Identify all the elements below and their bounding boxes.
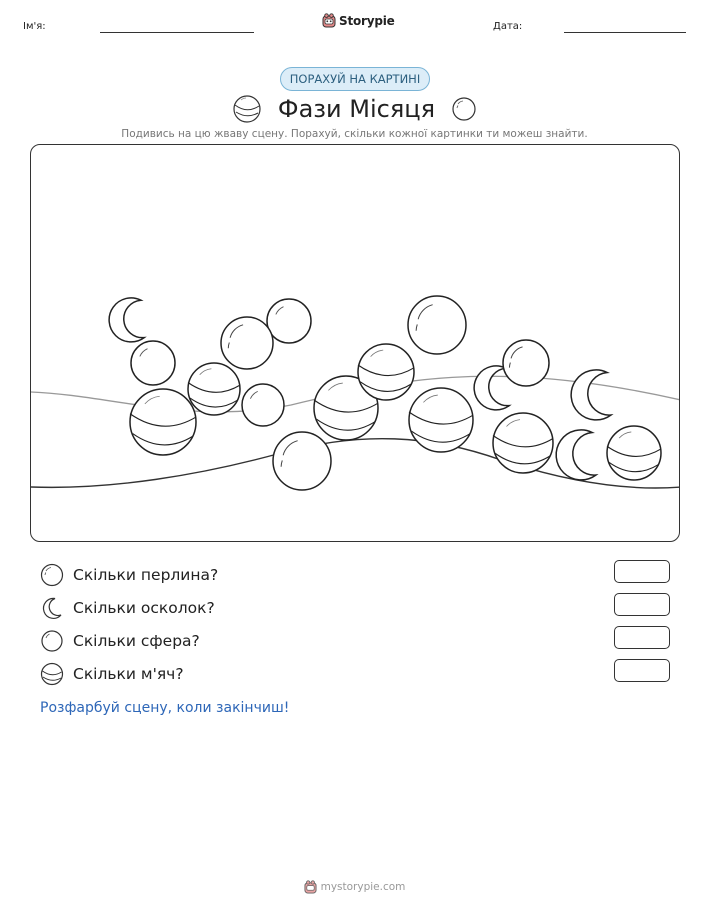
ball-icon bbox=[358, 344, 414, 400]
sphere-icon bbox=[242, 384, 284, 426]
website-url: mystorypie.com bbox=[320, 881, 406, 893]
title-row bbox=[232, 92, 477, 126]
pearl-icon bbox=[451, 96, 477, 122]
crescent-moon-icon bbox=[556, 430, 596, 480]
storypie-logo-icon bbox=[322, 13, 336, 28]
brand-name: Storypie bbox=[339, 13, 395, 28]
date-line[interactable] bbox=[564, 32, 686, 33]
ball-icon bbox=[493, 413, 553, 473]
ball-icon bbox=[409, 388, 473, 452]
coloring-note: Розфарбуй сцену, коли закінчиш! bbox=[40, 700, 290, 716]
question-text: Скільки осколок? bbox=[73, 598, 215, 617]
sphere-icon bbox=[40, 629, 64, 653]
question-row bbox=[40, 657, 670, 690]
answer-box[interactable] bbox=[614, 560, 670, 583]
pearl-icon bbox=[273, 432, 331, 490]
brand-logo bbox=[322, 13, 395, 28]
name-label: Ім'я: bbox=[23, 21, 46, 32]
question-text: Скільки м'яч? bbox=[73, 664, 184, 683]
pearl-icon bbox=[221, 317, 273, 369]
crescent-moon-icon bbox=[109, 298, 144, 342]
counting-scene bbox=[30, 144, 680, 542]
question-text: Скільки перлина? bbox=[73, 565, 219, 584]
ball-icon bbox=[130, 389, 196, 455]
scene-illustration bbox=[31, 145, 680, 542]
ball-icon bbox=[607, 426, 661, 480]
answer-box[interactable] bbox=[614, 659, 670, 682]
page-title: Фази Місяця bbox=[277, 95, 436, 123]
instructions: Подивись на цю жваву сцену. Порахуй, скільки кожної картинки ти можеш знайти. bbox=[121, 128, 588, 140]
pearl-icon bbox=[40, 563, 64, 587]
ball-icon bbox=[188, 363, 240, 415]
question-row bbox=[40, 624, 670, 657]
sphere-icon bbox=[131, 341, 175, 385]
sphere-icon bbox=[267, 299, 311, 343]
crescent-moon-icon bbox=[474, 366, 509, 410]
site-footer bbox=[0, 880, 709, 894]
pearl-icon bbox=[408, 296, 466, 354]
storypie-logo-icon bbox=[304, 880, 317, 894]
crescent-moon-icon bbox=[571, 370, 611, 420]
question-row bbox=[40, 591, 670, 624]
activity-badge: ПОРАХУЙ НА КАРТИНІ bbox=[280, 67, 430, 91]
ball-icon bbox=[40, 662, 64, 686]
ball-icon bbox=[232, 94, 262, 124]
question-row bbox=[40, 558, 670, 591]
pearl-icon bbox=[503, 340, 549, 386]
question-text: Скільки сфера? bbox=[73, 631, 200, 650]
crescent-moon-icon bbox=[40, 596, 64, 620]
answer-box[interactable] bbox=[614, 593, 670, 616]
name-line[interactable] bbox=[100, 32, 254, 33]
date-label: Дата: bbox=[493, 21, 523, 32]
question-list bbox=[40, 558, 670, 690]
answer-box[interactable] bbox=[614, 626, 670, 649]
